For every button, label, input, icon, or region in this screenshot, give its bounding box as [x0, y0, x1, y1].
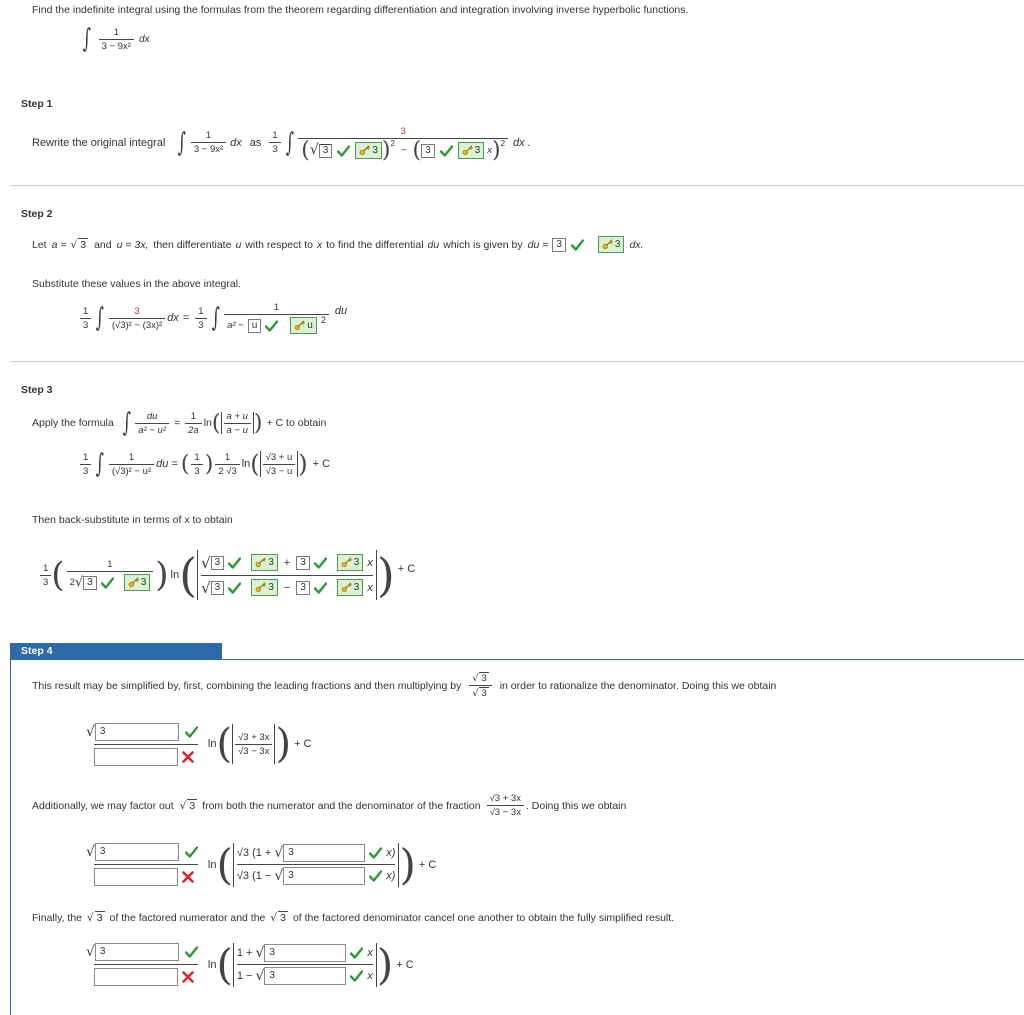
problem-fraction: $\frac{1}{\text{3 − 9x²}}$ — [99, 27, 134, 52]
step4-factor-row: Additionally, we may factor out √ 3 from both the numerator and the denominator of the fraction $\frac{√3 + 3x}{√3 - 3x}$ . Doing this we obtain — [32, 793, 627, 818]
step2-lhs-fraction: $\frac{3}{\text{(√3)² − (3x)²}}$ — [109, 306, 165, 331]
step4-result2-coef — [86, 843, 198, 886]
sqrt-icon: √ — [270, 911, 278, 924]
correct-check-icon — [571, 239, 584, 251]
incorrect-x-icon — [182, 871, 194, 883]
incorrect-x-icon — [182, 971, 194, 983]
correct-check-icon — [369, 847, 382, 859]
step1-coef-input[interactable]: 3 — [421, 144, 435, 158]
problem-integral: ∫ $\frac{1}{\text{3 − 9x²}}$ dx — [82, 24, 150, 54]
step2-substitute-label: Substitute these values in the above integral. — [32, 278, 241, 290]
step3-den-sqrt-input[interactable]: 3 — [211, 581, 225, 595]
step3-coef-input[interactable]: 3 — [83, 576, 97, 590]
step3-den-coef-input[interactable]: 3 — [296, 581, 310, 595]
divider — [10, 185, 1024, 186]
step2-answer-key-u[interactable]: u — [290, 317, 317, 334]
step2-answer-key[interactable]: 3 — [598, 236, 625, 253]
sqrt-icon: √ — [201, 578, 211, 597]
sqrt-icon: √ — [179, 799, 187, 812]
step3-num-sqrt-input[interactable]: 3 — [211, 556, 225, 570]
correct-check-icon — [314, 582, 327, 594]
step4-r3-den-input[interactable] — [94, 968, 178, 986]
step2-du-input[interactable]: 3 — [552, 238, 566, 252]
step4-r3-num-input[interactable]: 3 — [95, 943, 179, 961]
step3-coef-fraction: 1 2 √ 3 3 — [67, 559, 154, 591]
step3-back-substitution-row: $\frac{1}{3}$ ( 1 2 √ 3 3 ) ln ( √ 3 3 + 3 3 x √ 3 3 − 3 3 x ) + C — [38, 548, 415, 602]
integral-sign: ∫ — [82, 24, 91, 54]
step4-left-rule — [10, 659, 11, 1015]
step4-title: Step 4 — [21, 645, 53, 657]
step4-simplify-row: This result may be simplified by, first, combining the leading fractions and then multiplying by $\frac{√ 3}{√ 3}$ in order to rationalize the denominator. Doing this we obtain — [32, 673, 777, 699]
sqrt-icon: √ — [255, 945, 265, 961]
step4-result3-row: √ 3 ln ( 1 + √ 3 x 1 − √ 3 x ) + C — [86, 940, 414, 989]
step4-r1-num-input[interactable]: 3 — [95, 723, 179, 741]
correct-check-icon — [337, 145, 350, 157]
step3-answer-key-den[interactable]: 3 — [251, 579, 278, 596]
step4-result1-row: √ 3 ln ( $\frac{√3 + 3x}{√3 - 3x}$ ) + C — [86, 721, 312, 767]
sqrt-icon: √ — [274, 845, 284, 861]
sqrt-icon: √ — [472, 673, 479, 684]
step3-ln-fraction: √ 3 3 + 3 3 x √ 3 3 − 3 3 x — [201, 553, 373, 597]
correct-check-icon — [185, 946, 198, 958]
step4-final-row: Finally, the √ 3 of the factored numerator and the √ 3 of the factored denominator cancel one another to obtain the fully simplified result. — [32, 911, 675, 924]
sqrt-icon: √ — [87, 911, 94, 924]
step4-r2-bottom-input[interactable]: 3 — [283, 867, 365, 885]
step3-num-coef-input[interactable]: 3 — [296, 556, 310, 570]
correct-check-icon — [228, 582, 241, 594]
key-icon — [255, 582, 266, 593]
sqrt-icon: √ — [86, 944, 95, 960]
step3-title: Step 3 — [21, 384, 53, 396]
divider — [10, 361, 1024, 362]
step4-r1-den-input[interactable] — [94, 748, 178, 766]
sqrt-icon: √ — [70, 238, 78, 251]
correct-check-icon — [350, 947, 363, 959]
incorrect-x-icon — [182, 751, 194, 763]
integral-sign: ∫ — [178, 127, 187, 158]
step1-title: Step 1 — [21, 98, 53, 110]
step3-answer-key-num[interactable]: 3 — [251, 554, 278, 571]
key-icon — [462, 145, 473, 156]
step4-result1-coef — [86, 723, 198, 766]
sqrt-icon: √ — [309, 142, 319, 158]
step1-answer-key-2[interactable]: 3 — [458, 142, 485, 159]
step2-substitution-row: $\frac{1}{3}$ ∫ $\frac{3}{\text{(√3)² − (3x)²}}$ dx = $\frac{1}{3}$ ∫ 1 a² − u u 2 du — [78, 302, 347, 334]
step2-title: Step 2 — [21, 208, 53, 220]
step1-sqrt-input[interactable]: 3 — [319, 144, 333, 158]
sqrt-icon: √ — [472, 688, 479, 699]
step1-rewrite-row: Rewrite the original integral ∫ $\frac{1}{\text{3 − 9x²}}$ dx as $\frac{1}{3}$ ∫ 3 ( √ 3 3 ) $^2$ − ( 3 3 x ) $^2$ dx . — [32, 126, 531, 163]
correct-check-icon — [228, 557, 241, 569]
sqrt-icon: √ — [274, 868, 284, 884]
sqrt-icon: √ — [74, 575, 84, 590]
step2-u-input[interactable]: u — [248, 319, 262, 333]
step4-result2-row: √ 3 ln ( √3 (1 + √ 3 x) √3 (1 − √ 3 x) ) + C — [86, 840, 437, 889]
step3-formula-row: Apply the formula ∫ $\frac{du}{\text{a² − u²}}$ = $\frac{1}{2a}$ ln ( $\frac{a + u}{a - u}$ ) + C to obtain — [32, 408, 327, 438]
correct-check-icon — [369, 870, 382, 882]
problem-instruction: Find the indefinite integral using the formulas from the theorem regarding differentiation and integration involving inverse hyperbolic functions. — [32, 4, 689, 16]
step4-r2-den-input[interactable] — [94, 868, 178, 886]
sqrt-icon: √ — [201, 553, 211, 572]
step1-rewritten-fraction: 3 ( √ 3 3 ) $^2$ − ( 3 3 x ) $^2$ — [298, 126, 508, 159]
step3-answer-key-num-coef[interactable]: 3 — [337, 554, 364, 571]
key-icon — [341, 582, 352, 593]
integral-sign: ∫ — [211, 303, 220, 333]
step3-answer-key-coef[interactable]: 3 — [124, 574, 151, 591]
key-icon — [602, 239, 613, 250]
step1-answer-key-1[interactable]: 3 — [355, 142, 382, 159]
key-icon — [128, 577, 139, 588]
correct-check-icon — [101, 577, 114, 589]
step2-let-row: Let a = √ 3 and u = 3x, then differentiate u with respect to x to find the differential du which is given by du = 3 3 dx. — [32, 236, 643, 253]
correct-check-icon — [185, 846, 198, 858]
step4-r3-top-input[interactable]: 3 — [264, 944, 346, 962]
sqrt-icon: √ — [86, 844, 95, 860]
step4-result3-coef — [86, 943, 198, 986]
step4-r2-top-input[interactable]: 3 — [283, 844, 365, 862]
correct-check-icon — [440, 145, 453, 157]
integral-sign: ∫ — [122, 408, 131, 438]
sqrt-icon: √ — [86, 723, 95, 740]
step4-r3-bottom-input[interactable]: 3 — [264, 967, 346, 985]
step1-rewrite-label: Rewrite the original integral — [32, 136, 166, 149]
step4-tab-rule — [222, 659, 1024, 660]
step4-r2-num-input[interactable]: 3 — [95, 843, 179, 861]
integral-sign: ∫ — [96, 449, 105, 479]
step4-r2-fraction: √3 (1 + √ 3 x) √3 (1 − √ 3 x) — [236, 845, 396, 884]
step3-application-row: $\frac{1}{3}$ ∫ $\frac{1}{\text{(√3)² − u²}}$ du = ( $\frac{1}{3}$ ) $\frac{1}{2 √3}$ ln ( $\frac{√3 + u}{√3 - u}$ ) + C — [78, 450, 330, 478]
key-icon — [359, 145, 370, 156]
key-icon — [255, 557, 266, 568]
key-icon — [294, 320, 305, 331]
step1-orig-fraction: $\frac{1}{\text{3 − 9x²}}$ — [191, 130, 226, 155]
integral-sign: ∫ — [285, 127, 294, 158]
correct-check-icon — [185, 726, 198, 738]
correct-check-icon — [350, 970, 363, 982]
step3-answer-key-den-coef[interactable]: 3 — [337, 579, 364, 596]
correct-check-icon — [265, 320, 278, 332]
step1-one-third: $\frac{1}{3}$ — [269, 130, 280, 155]
correct-check-icon — [314, 557, 327, 569]
step4-r3-fraction: 1 + √ 3 x 1 − √ 3 x — [236, 945, 373, 984]
step2-rhs-fraction: 1 a² − u u 2 — [224, 302, 329, 334]
sqrt-icon: √ — [255, 968, 265, 984]
key-icon — [341, 557, 352, 568]
step3-back-substitute-label: Then back-substitute in terms of x to obtain — [32, 514, 233, 526]
integral-sign: ∫ — [96, 303, 105, 333]
